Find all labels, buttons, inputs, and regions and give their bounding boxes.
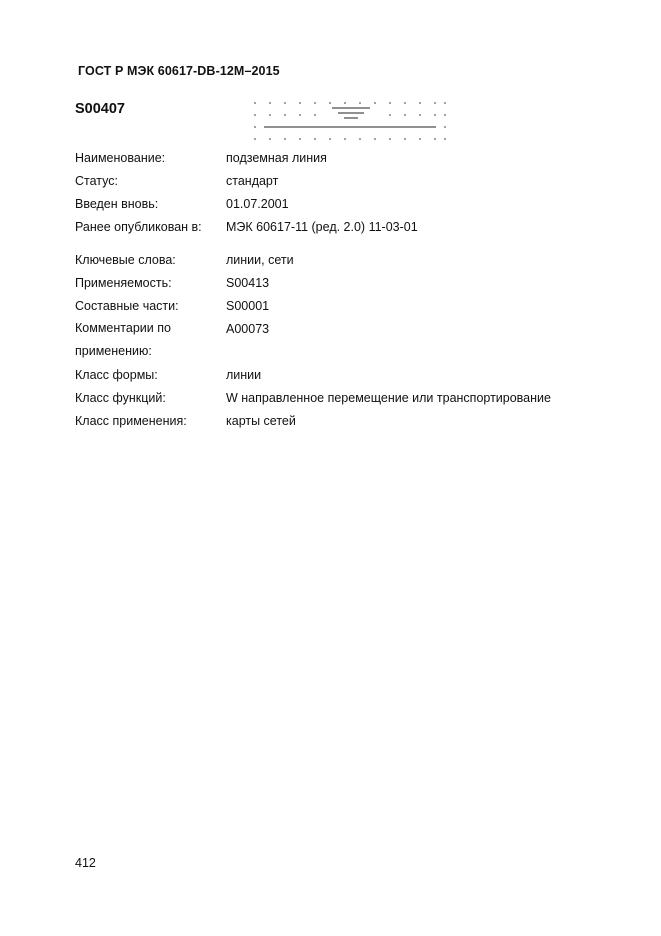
field-value: A00073 xyxy=(226,322,270,336)
field-label: Класс функций: xyxy=(75,391,166,405)
field-value: S00413 xyxy=(226,276,270,290)
field-label: Наименование: xyxy=(75,151,166,165)
field-value: линии xyxy=(226,368,262,382)
field-value: S00001 xyxy=(226,299,270,313)
field-value: 01.07.2001 xyxy=(226,197,289,211)
document-header: ГОСТ Р МЭК 60617-DB-12M–2015 xyxy=(78,64,280,78)
field-label: Составные части: xyxy=(75,299,179,313)
underground-line-symbol-icon xyxy=(252,100,448,144)
field-value: линии, сети xyxy=(226,253,294,267)
symbol-code: S00407 xyxy=(75,101,125,117)
field-value: МЭК 60617-11 (ред. 2.0) 11-03-01 xyxy=(226,220,418,234)
field-label: Класс применения: xyxy=(75,414,187,428)
earth-mark xyxy=(332,108,370,118)
field-label: Комментарии по применению: xyxy=(75,321,171,358)
field-value: W направленное перемещение или транспортирование xyxy=(226,391,551,405)
field-value: подземная линия xyxy=(226,151,327,165)
field-label: Введен вновь: xyxy=(75,197,159,211)
field-label: Применяемость: xyxy=(75,276,172,290)
page-number: 412 xyxy=(75,856,96,870)
field-label: Ранее опубликован в: xyxy=(75,220,202,234)
field-label: Статус: xyxy=(75,174,118,188)
field-label: Ключевые слова: xyxy=(75,253,176,267)
field-label: Класс формы: xyxy=(75,368,158,382)
field-value: стандарт xyxy=(226,174,279,188)
field-value: карты сетей xyxy=(226,414,296,428)
